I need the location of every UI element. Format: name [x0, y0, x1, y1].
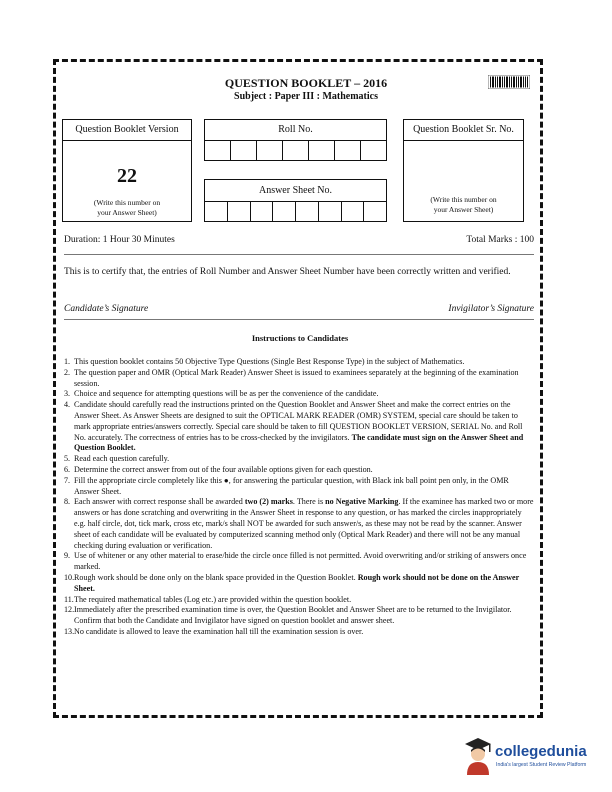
- instruction-item: 1. This question booklet contains 50 Objective Type Questions (Single Best Response Type) in the subject of Mathematics.: [64, 357, 465, 366]
- booklet-title: QUESTION BOOKLET – 2016: [224, 76, 388, 90]
- logo-tagline: India's largest Student Review Platform: [496, 762, 587, 768]
- booklet-version-label: Question Booklet Version: [63, 120, 191, 141]
- logo-wordmark: collegedunia: [495, 743, 587, 760]
- booklet-version-note-2: your Answer Sheet): [97, 208, 157, 217]
- total-marks: Total Marks : 100: [466, 235, 534, 245]
- answer-sheet-no-box: [204, 179, 387, 222]
- booklet-version-note-1: (Write this number on: [93, 198, 161, 207]
- instruction-item: 4. Candidate should carefully read the instructions printed on the Question Booklet and Answer Sheet and make the correct entries on the Answer Sheet. As Answer Sheets are designed to suit the OPTICAL MARK READER (OMR) SYSTEM, special care should be taken to mark appropriate entries/answers correctly. Special care should be taken to fill QUESTION BOOKLET VERSION, SERIAL No. and Roll No. accurately. The correctness of entries has to be cross-checked by the invigilators. The candidate must sign on the Answer Sheet and Question Booklet.: [64, 400, 524, 453]
- candidate-signature-label: Candidate’s Signature: [64, 304, 149, 314]
- instruction-item: 10. Rough work should be done only on the blank space provided in the Question Booklet. Rough work should not be done on the Answer Sheet.: [64, 572, 520, 593]
- booklet-subtitle: Subject : Paper III : Mathematics: [234, 91, 378, 102]
- instructions-list: [64, 357, 534, 638]
- divider-bottom: [64, 319, 534, 320]
- student-mascot-icon: [462, 735, 494, 775]
- instruction-item: 11. The required mathematical tables (Log etc.) are provided within the question booklet.: [64, 594, 352, 604]
- serial-no-note-1: (Write this number on: [430, 195, 497, 204]
- certify-text: This is to certify that, the entries of Roll Number and Answer Sheet Number have been correctly written and verified.: [64, 267, 511, 277]
- roll-no-cells[interactable]: [205, 141, 386, 161]
- instruction-item: 3. Choice and sequence for attempting questions will be as per the convenience of the candidate.: [64, 389, 379, 399]
- answer-sheet-no-label: Answer Sheet No.: [205, 180, 386, 202]
- instruction-item: 2. The question paper and OMR (Optical Mark Reader) Answer Sheet is issued to examinees separately at the beginning of the examination session.: [64, 367, 519, 388]
- collegedunia-logo[interactable]: [462, 735, 602, 775]
- serial-no-label: Question Booklet Sr. No.: [404, 120, 523, 141]
- instruction-item: 12. Immediately after the prescribed examination time is over, the Question Booklet and Answer Sheet are to be returned to the Invigilator. Confirm that both the Candidate and Invigilator have signed on question booklet and answer sheet.: [64, 605, 512, 626]
- instruction-item: 8. Each answer with correct response shall be awarded two (2) marks. There is no Negative Marking. If the examinee has marked two or more answers or has done scratching and overwriting in the Answer Sheet in response to any question, or has marked the circles inappropriately e.g. half circle, dot, tick mark, cross etc, mark/s shall NOT be awarded for such answer/s, as these may not be read by the scanner. Answer sheet of each candidate will be evaluated by computerized scanning method only (Optical Mark Reader) and there will not be any manual checking during evaluation or verification.: [64, 497, 534, 550]
- invigilator-signature-label: Invigilator’s Signature: [448, 304, 534, 314]
- instruction-item: 13. No candidate is allowed to leave the examination hall till the examination session is over.: [64, 626, 364, 636]
- instruction-item: 5. Read each question carefully.: [64, 454, 170, 464]
- instruction-item: 6. Determine the correct answer from out of the four available options given for each question.: [64, 464, 373, 474]
- booklet-version-box: [62, 119, 192, 222]
- booklet-version-value: 22: [117, 165, 137, 187]
- instructions-title: Instructions to Candidates: [251, 333, 349, 343]
- instruction-item: 9. Use of whitener or any other material to erase/hide the circle once filled is not permitted. Avoid overwriting and/or striking of answers once marked.: [64, 551, 527, 572]
- roll-no-label: Roll No.: [205, 120, 386, 141]
- serial-no-note-2: your Answer Sheet): [433, 205, 494, 214]
- divider-top: [64, 254, 534, 255]
- instruction-item: 7. Fill the appropriate circle completely like this ●, for answering the particular question, with Black ink ball point pen only, in the OMR Answer Sheet.: [64, 475, 509, 496]
- answer-sheet-no-cells[interactable]: [205, 202, 386, 222]
- roll-no-box: [204, 119, 387, 161]
- duration: Duration: 1 Hour 30 Minutes: [64, 235, 175, 245]
- barcode: [488, 75, 530, 89]
- serial-no-box: [403, 119, 524, 222]
